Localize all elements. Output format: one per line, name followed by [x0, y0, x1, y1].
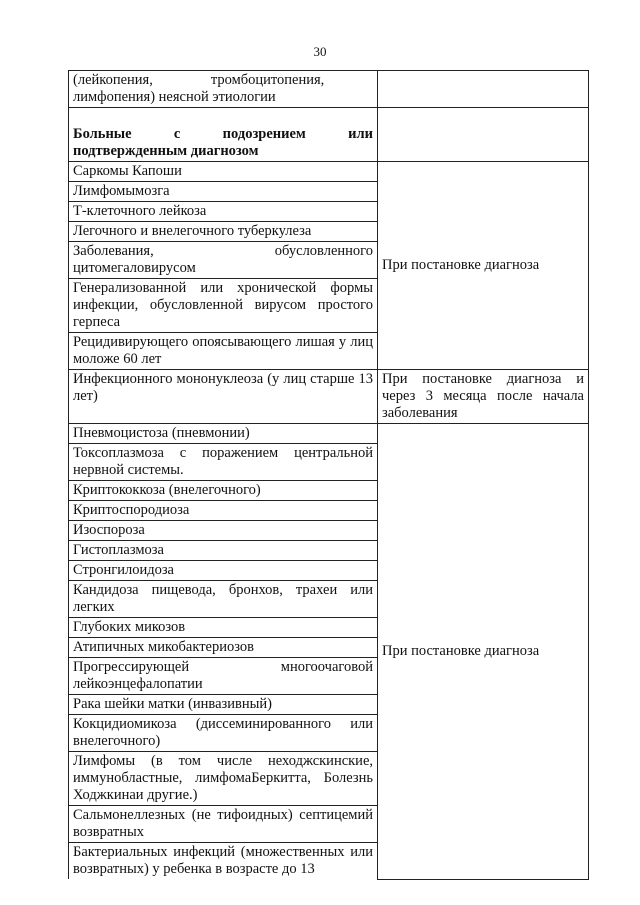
condition-cell: Глубоких микозов	[69, 618, 378, 638]
condition-cell	[69, 71, 378, 108]
condition-cell: Атипичных микобактериозов	[69, 638, 378, 658]
condition-cell: Бактериальных инфекций (множественных или возвратных) у ребенка в возрасте до 13	[69, 843, 378, 880]
condition-cell: Токсоплазмоза с поражением центральной нервной системы.	[69, 444, 378, 481]
condition-cell: Прогрессирующей многоочаговой лейкоэнцефалопатии	[69, 658, 378, 695]
condition-cell: Стронгилоидоза	[69, 561, 378, 581]
condition-cell: Криптоспородиоза	[69, 501, 378, 521]
diagnosis-table	[68, 70, 589, 880]
timing-cell: При постановке диагноза	[378, 424, 589, 880]
condition-cell: Т-клеточного лейкоза	[69, 202, 378, 222]
table-row	[69, 162, 589, 182]
table-row	[69, 370, 589, 424]
condition-cell: Кандидоза пищевода, бронхов, трахеи или легких	[69, 581, 378, 618]
condition-cell: Сальмонеллезных (не тифоидных) септицемий возвратных	[69, 806, 378, 843]
page-number: 30	[313, 44, 327, 59]
condition-cell: Криптококкоза (внелегочного)	[69, 481, 378, 501]
condition-text: лимфопения) неясной этиологии	[73, 89, 276, 105]
condition-cell: Легочного и внелегочного туберкулеза	[69, 222, 378, 242]
condition-cell: Саркомы Капоши	[69, 162, 378, 182]
condition-cell: Лимфомымозга	[69, 182, 378, 202]
condition-cell: Рака шейки матки (инвазивный)	[69, 695, 378, 715]
timing-cell: При постановке диагноза и через 3 месяца после начала заболевания	[378, 370, 589, 424]
condition-cell: Лимфомы (в том числе неходжскинские, иммунобластные, лимфомаБеркитта, Болезнь Ходжкинаи другие.)	[69, 752, 378, 806]
timing-cell: При постановке диагноза	[378, 162, 589, 370]
table-row	[69, 424, 589, 444]
timing-cell	[378, 108, 589, 162]
condition-cell: Рецидивирующего опоясывающего лишая у лиц моложе 60 лет	[69, 333, 378, 370]
table-row	[69, 71, 589, 108]
section-heading-row	[69, 108, 589, 162]
section-heading: Больные с подозрением или подтвержденным диагнозом	[69, 108, 378, 162]
condition-cell: Изоспороза	[69, 521, 378, 541]
condition-cell: Инфекционного мононуклеоза (у лиц старше 13 лет)	[69, 370, 378, 424]
condition-cell: Генерализованной или хронической формы инфекции, обусловленной вирусом простого герпеса	[69, 279, 378, 333]
condition-cell: Пневмоцистоза (пневмонии)	[69, 424, 378, 444]
timing-cell	[378, 71, 589, 108]
condition-text: (лейкопения, тромбоцитопения,	[73, 72, 325, 88]
condition-cell: Кокцидиомикоза (диссеминированного или внелегочного)	[69, 715, 378, 752]
condition-cell: Заболевания, обусловленного цитомегаловирусом	[69, 242, 378, 279]
condition-cell: Гистоплазмоза	[69, 541, 378, 561]
